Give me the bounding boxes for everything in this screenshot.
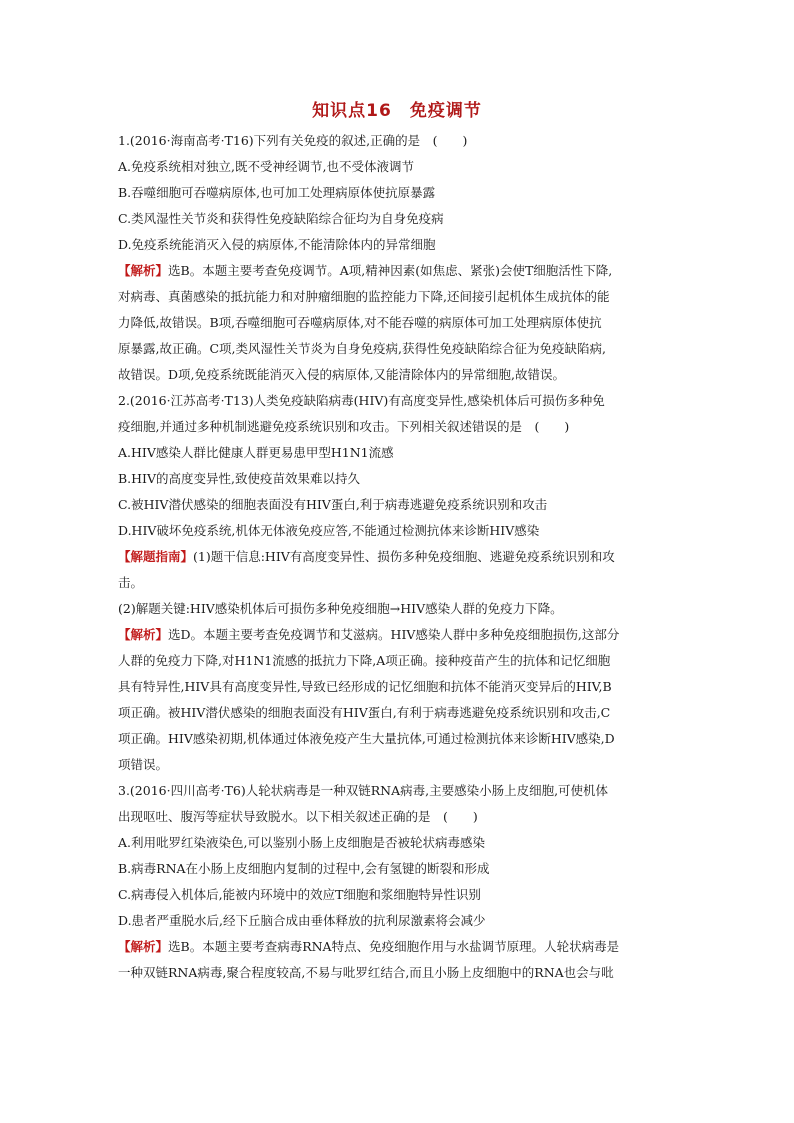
q1-analysis-line: 【解析】选B。本题主要考查免疫调节。A项,精神因素(如焦虑、紧张)会使T细胞活性下降,: [118, 263, 613, 278]
page-title: 知识点16 免疫调节: [312, 101, 482, 121]
analysis-tag: 【解析】: [118, 627, 169, 642]
q3-stem: 3.(2016·四川高考·T6)人轮状病毒是一种双链RNA病毒,主要感染小肠上皮细胞,可使机体: [118, 783, 609, 798]
q1-analysis-line: 对病毒、真菌感染的抵抗能力和对肿瘤细胞的监控能力下降,还间接引起机体生成抗体的能: [118, 289, 610, 304]
q3-option-b: B.病毒RNA在小肠上皮细胞内复制的过程中,会有氢键的断裂和形成: [118, 861, 490, 876]
q3-option-d: D.患者严重脱水后,经下丘脑合成由垂体释放的抗利尿激素将会减少: [118, 913, 486, 928]
q2-analysis-line: 【解析】选D。本题主要考查免疫调节和艾滋病。HIV感染人群中多种免疫细胞损伤,这部分: [118, 627, 620, 642]
q1-option-d: D.免疫系统能消灭入侵的病原体,不能清除体内的异常细胞: [118, 237, 436, 252]
q3-analysis-line: 【解析】选B。本题主要考查病毒RNA特点、免疫细胞作用与水盐调节原理。人轮状病毒是: [118, 939, 620, 954]
document-body: [118, 128, 678, 986]
q1-option-b: B.吞噬细胞可吞噬病原体,也可加工处理病原体使抗原暴露: [118, 185, 436, 200]
q2-analysis-line: 项正确。被HIV潜伏感染的细胞表面没有HIV蛋白,有利于病毒逃避免疫系统识别和攻击,C: [118, 705, 611, 720]
q2-stem: 疫细胞,并通过多种机制逃避免疫系统识别和攻击。下列相关叙述错误的是 ( ): [118, 419, 570, 434]
q3-analysis-line: 一种双链RNA病毒,聚合程度较高,不易与吡罗红结合,而且小肠上皮细胞中的RNA也会与吡: [118, 965, 614, 980]
q2-option-c: C.被HIV潜伏感染的细胞表面没有HIV蛋白,利于病毒逃避免疫系统识别和攻击: [118, 497, 548, 512]
q3-stem: 出现呕吐、腹泻等症状导致脱水。以下相关叙述正确的是 ( ): [118, 809, 478, 824]
q2-option-b: B.HIV的高度变异性,致使疫苗效果难以持久: [118, 471, 360, 486]
q2-guide-line: (2)解题关键:HIV感染机体后可损伤多种免疫细胞→HIV感染人群的免疫力下降。: [118, 601, 563, 616]
q2-analysis-line: 具有特异性,HIV具有高度变异性,导致已经形成的记忆细胞和抗体不能消灭变异后的HIV,B: [118, 679, 612, 694]
q2-analysis-line: 项错误。: [118, 757, 169, 772]
q1-analysis-line: 原暴露,故正确。C项,类风湿性关节炎为自身免疫病,获得性免疫缺陷综合征为免疫缺陷病,: [118, 341, 606, 356]
guide-tag: 【解题指南】: [118, 549, 194, 564]
q1-option-c: C.类风湿性关节炎和获得性免疫缺陷综合征均为自身免疫病: [118, 211, 444, 226]
q1-analysis-line: 力降低,故错误。B项,吞噬细胞可吞噬病原体,对不能吞噬的病原体可加工处理病原体使抗: [118, 315, 602, 330]
analysis-tag: 【解析】: [118, 263, 169, 278]
q2-analysis-line: 项正确。HIV感染初期,机体通过体液免疫产生大量抗体,可通过检测抗体来诊断HIV感染,D: [118, 731, 615, 746]
q2-guide-line: 击。: [118, 575, 144, 590]
q2-option-d: D.HIV破坏免疫系统,机体无体液免疫应答,不能通过检测抗体来诊断HIV感染: [118, 523, 540, 538]
q2-analysis-line: 人群的免疫力下降,对H1N1流感的抵抗力下降,A项正确。接种疫苗产生的抗体和记忆细胞: [118, 653, 611, 668]
q1-option-a: A.免疫系统相对独立,既不受神经调节,也不受体液调节: [118, 159, 414, 174]
q3-option-a: A.利用吡罗红染液染色,可以鉴别小肠上皮细胞是否被轮状病毒感染: [118, 835, 485, 850]
q1-stem: 1.(2016·海南高考·T16)下列有关免疫的叙述,正确的是 ( ): [118, 133, 468, 148]
q2-option-a: A.HIV感染人群比健康人群更易患甲型H1N1流感: [118, 445, 394, 460]
q1-analysis-line: 故错误。D项,免疫系统既能消灭入侵的病原体,又能清除体内的异常细胞,故错误。: [118, 367, 565, 382]
q2-stem: 2.(2016·江苏高考·T13)人类免疫缺陷病毒(HIV)有高度变异性,感染机体后可损伤多种免: [118, 393, 605, 408]
analysis-tag: 【解析】: [118, 939, 169, 954]
q2-guide-line: 【解题指南】(1)题干信息:HIV有高度变异性、损伤多种免疫细胞、逃避免疫系统识别和攻: [118, 549, 615, 564]
q3-option-c: C.病毒侵入机体后,能被内环境中的效应T细胞和浆细胞特异性识别: [118, 887, 481, 902]
